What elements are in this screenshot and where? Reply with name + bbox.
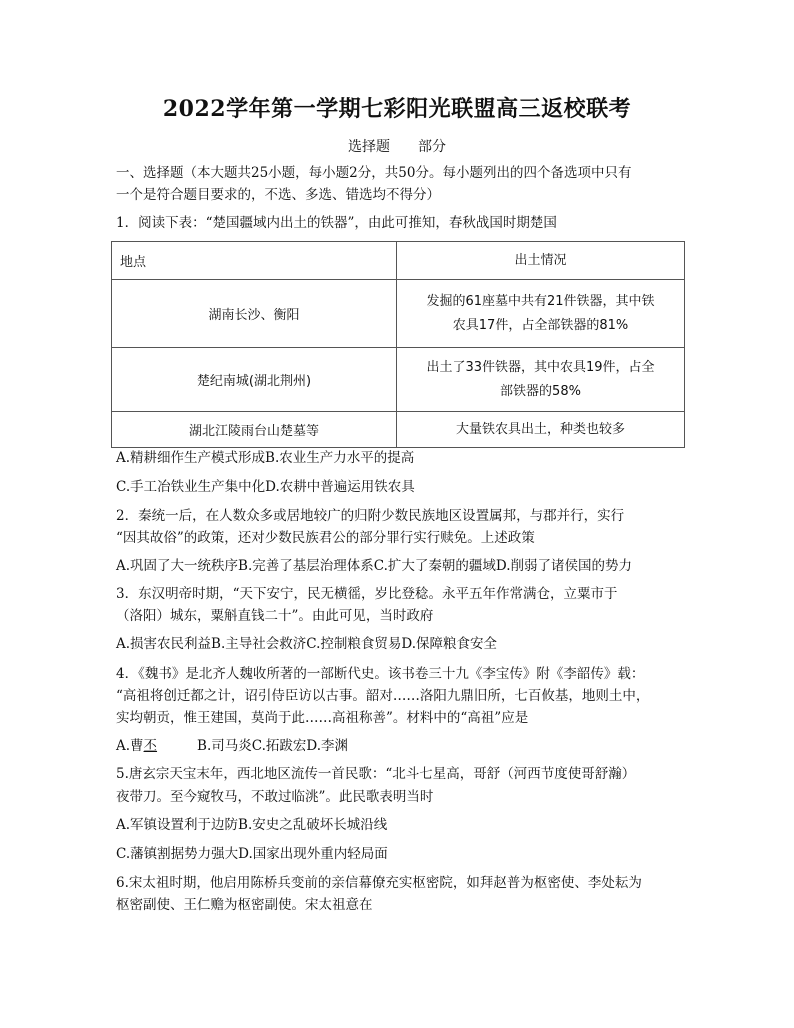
table-cell-finds-line: 部铁器的58% [500, 383, 581, 399]
table-cell-finds [397, 348, 685, 412]
table-cell-finds-line: 发掘的61座墓中共有21件铁器，其中铁 [426, 293, 655, 309]
q2-stem-line-1: 2．秦统一后，在人数众多或居地较广的归附少数民族地区设置属邦，与郡并行，实行 [116, 508, 625, 524]
q1-options-ab: A.精耕细作生产模式形成B.农业生产力水平的提高 [116, 450, 415, 466]
q5-options-cd: C.藩镇割据势力强大D.国家出现外重内轻局面 [116, 846, 388, 862]
table-header-place: 地点 [112, 242, 397, 280]
table-row [112, 280, 685, 348]
q2-options: A.巩固了大一统秩序B.完善了基层治理体系C.扩大了秦朝的疆域D.削弱了诸侯国的势力 [116, 558, 633, 574]
q3-stem-line-2: （洛阳）城东，粟斛直钱二十”。由此可见，当时政府 [116, 608, 434, 624]
q4-option-a-prefix: A.曹 [116, 738, 144, 754]
q1-stem: 1．阅读下表：“楚国疆域内出土的铁器”，由此可推知，春秋战国时期楚国 [116, 215, 557, 231]
q1-table [111, 241, 685, 448]
section-heading-b: 部分 [418, 139, 446, 155]
q4-options-rest: B.司马炎C.拓跋宏D.李渊 [197, 738, 349, 754]
section-heading [0, 136, 794, 156]
q3-options: A.损害农民利益B.主导社会救济C.控制粮食贸易D.保障粮食安全 [116, 636, 498, 652]
table-header-finds: 出土情况 [397, 242, 685, 280]
table-row [112, 412, 685, 448]
table-cell-finds-line: 出土了33件铁器，其中农具19件，占全 [426, 359, 655, 375]
q2-stem-line-2: “因其故俗”的政策，还对少数民族君公的部分罪行实行赎免。上述政策 [116, 530, 535, 546]
table-row [112, 348, 685, 412]
q6-stem-line-1: 6.宋太祖时期，他启用陈桥兵变前的亲信幕僚充实枢密院，如拜赵普为枢密使、李处耘为 [116, 875, 642, 891]
q4-stem-line-1: 4．《魏书》是北齐人魏收所著的一部断代史。该书卷三十九《李宝传》附《李韶传》载： [116, 666, 645, 682]
q5-options-ab: A.军镇设置利于边防B.安史之乱破坏长城沿线 [116, 817, 388, 833]
exam-title: 2022学年第一学期七彩阳光联盟高三返校联考 [162, 96, 632, 122]
table-cell-place: 湖北江陵雨台山楚墓等 [112, 412, 397, 448]
instructions-line-1: 一、选择题（本大题共25小题，每小题2分，共50分。每小题列出的四个备选项中只有 [116, 165, 632, 181]
table-cell-finds [397, 280, 685, 348]
section-heading-a: 选择题 [348, 139, 390, 155]
table-cell-finds-line: 农具17件，占全部铁器的81% [452, 317, 629, 333]
q6-stem-line-2: 枢密副使、王仁赡为枢密副使。宋太祖意在 [116, 897, 373, 913]
q5-stem-line-1: 5.唐玄宗天宝末年，西北地区流传一首民歌：“北斗七星高，哥舒（河西节度使哥舒瀚） [116, 766, 636, 782]
q4-stem-line-2: “高祖将创迁都之计，诏引侍臣访以古事。韶对……洛阳九鼎旧所，七百攸基，地则土中， [116, 688, 650, 704]
q4-option-a-underlined: 丕 [143, 738, 158, 754]
q3-stem-line-1: 3．东汉明帝时期，“天下安宁，民无横徭，岁比登稔。永平五年作常满仓，立粟市于 [116, 586, 618, 602]
table-cell-finds: 大量铁农具出土，种类也较多 [397, 412, 685, 448]
table-cell-place: 楚纪南城(湖北荆州) [112, 348, 397, 412]
instructions-line-2: 一个是符合题目要求的，不选、多选、错选均不得分） [116, 187, 440, 203]
q1-options-cd: C.手工冶铁业生产集中化D.农耕中普遍运用铁农具 [116, 479, 415, 495]
q4-options [116, 736, 348, 756]
q4-stem-line-3: 实均朝贡，惟王建国，莫尚于此……高祖称善”。材料中的“高祖”应是 [116, 710, 529, 726]
table-cell-place: 湖南长沙、衡阳 [112, 280, 397, 348]
q5-stem-line-2: 夜带刀。至今窥牧马，不敢过临洮”。此民歌表明当时 [116, 789, 434, 805]
table-header-row [112, 242, 685, 280]
